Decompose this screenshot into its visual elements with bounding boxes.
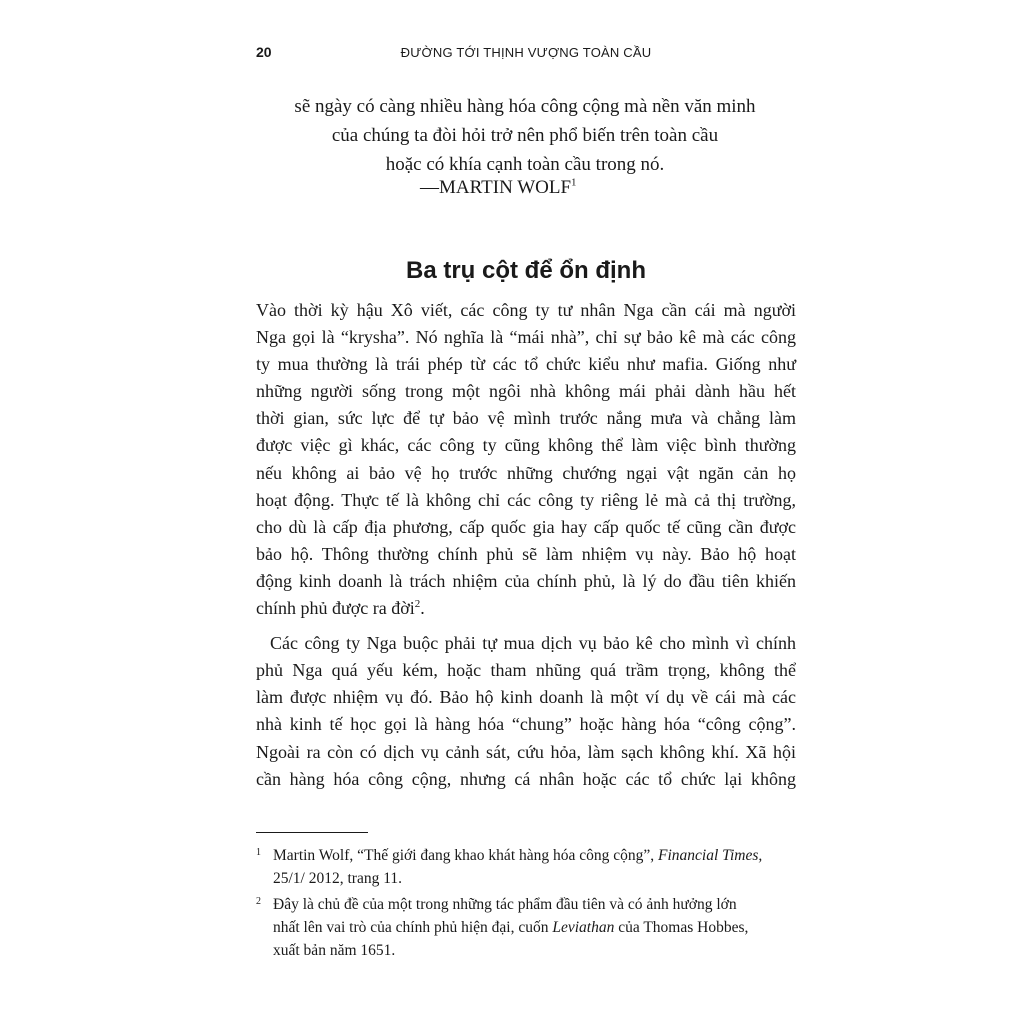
body-text xyxy=(256,297,796,793)
text-line-content: chính phủ được ra đời xyxy=(256,598,415,619)
text-line: hoạt động. Thực tế là không chỉ các công ty riêng lẻ mà cả thị trường, xyxy=(256,489,796,510)
epigraph-line: của chúng ta đòi hỏi trở nên phổ biến trên toàn cầu xyxy=(331,125,719,146)
text-line: Ngoài ra còn có dịch vụ cảnh sát, cứu hỏa, làm sạch không khí. Xã hội xyxy=(256,741,796,762)
footnote-italic-title: Financial Times, xyxy=(658,847,763,864)
footnote-text: Martin Wolf, “Thế giới đang khao khát hàng hóa công cộng”, xyxy=(273,847,655,864)
footnotes xyxy=(256,844,796,965)
text-line: nhà kinh tế học gọi là hàng hóa “chung” hoặc hàng hóa “công cộng”. xyxy=(256,714,796,735)
text-line-last: chính phủ được ra đời$^2$. xyxy=(256,598,425,619)
footnote-line: 25/1/ 2012, trang 11. xyxy=(273,870,403,887)
running-title: ĐƯỜNG TỚI THỊNH VƯỢNG TOÀN CẦU xyxy=(400,45,652,60)
text-line: làm được nhiệm vụ đó. Bảo hộ kinh doanh là một ví dụ về cái mà các xyxy=(256,687,796,708)
epigraph-attribution xyxy=(420,177,577,199)
epigraph-line: sẽ ngày có càng nhiều hàng hóa công cộng mà nền văn minh xyxy=(294,96,756,117)
section-heading: Ba trụ cột để ổn định xyxy=(406,257,646,284)
text-line: Vào thời kỳ hậu Xô viết, các công ty tư nhân Nga cần cái mà người xyxy=(256,300,796,320)
paragraph-2 xyxy=(256,630,796,793)
footnote-line xyxy=(273,844,796,867)
text-line: thời gian, sức lực để tự bảo vệ mình trước nắng mưa và chẳng làm xyxy=(256,408,796,429)
footnote-italic-title: Leviathan xyxy=(552,919,615,936)
text-line: được việc gì khác, các công ty cũng không thể làm việc bình thường xyxy=(256,435,796,456)
attribution-text: —MARTIN WOLF xyxy=(420,177,572,198)
text-line: nếu không ai bảo vệ họ trước những chướng ngại vật ngăn cản họ xyxy=(256,462,796,483)
text-line: ty mua thường là trái phép từ các tổ chức kiểu như mafia. Giống như xyxy=(256,354,796,375)
attribution-footnote-ref: 1 xyxy=(571,176,577,189)
footnote-divider xyxy=(256,832,368,833)
running-head xyxy=(256,44,796,64)
footnote-line: Đây là chủ đề của một trong những tác phẩm đầu tiên và có ảnh hưởng lớn xyxy=(273,896,737,913)
footnote-line xyxy=(273,916,796,939)
footnote-text: của Thomas Hobbes, xyxy=(618,919,749,936)
footnote-line: xuất bản năm 1651. xyxy=(273,942,396,959)
footnote-2 xyxy=(256,893,796,962)
text-line: phủ Nga quá yếu kém, hoặc tham nhũng quá trầm trọng, không thể xyxy=(256,660,796,681)
text-line: cần hàng hóa công cộng, nhưng cá nhân hoặc các tổ chức lại không xyxy=(256,768,796,789)
page-number: 20 xyxy=(256,44,272,60)
footnote-mark: 2 xyxy=(256,896,261,907)
text-line: bảo hộ. Thông thường chính phủ sẽ làm nhiệm vụ này. Bảo hộ hoạt xyxy=(256,543,796,564)
text-line: Nga gọi là “krysha”. Nó nghĩa là “mái nhà”, chỉ sự bảo kê mà các công xyxy=(256,327,796,348)
epigraph-line: hoặc có khía cạnh toàn cầu trong nó. xyxy=(385,154,665,175)
text-line: động kinh doanh là trách nhiệm của chính phủ, là lý do đầu tiên khiến xyxy=(256,570,796,591)
footnote-text: nhất lên vai trò của chính phủ hiện đại, cuốn xyxy=(273,919,549,936)
footnote-mark: 1 xyxy=(256,847,261,858)
footnote-ref: 2 xyxy=(414,598,421,611)
epigraph xyxy=(230,92,820,179)
paragraph-1 xyxy=(256,297,796,622)
text-line: những người sống trong một ngôi nhà không mái phải dành hầu hết xyxy=(256,381,796,402)
footnote-1 xyxy=(256,844,796,890)
text-line: cho dù là cấp địa phương, cấp quốc gia hay cấp quốc tế cũng cần được xyxy=(256,516,796,537)
text-line: Các công ty Nga buộc phải tự mua dịch vụ bảo kê cho mình vì chính xyxy=(270,633,796,654)
